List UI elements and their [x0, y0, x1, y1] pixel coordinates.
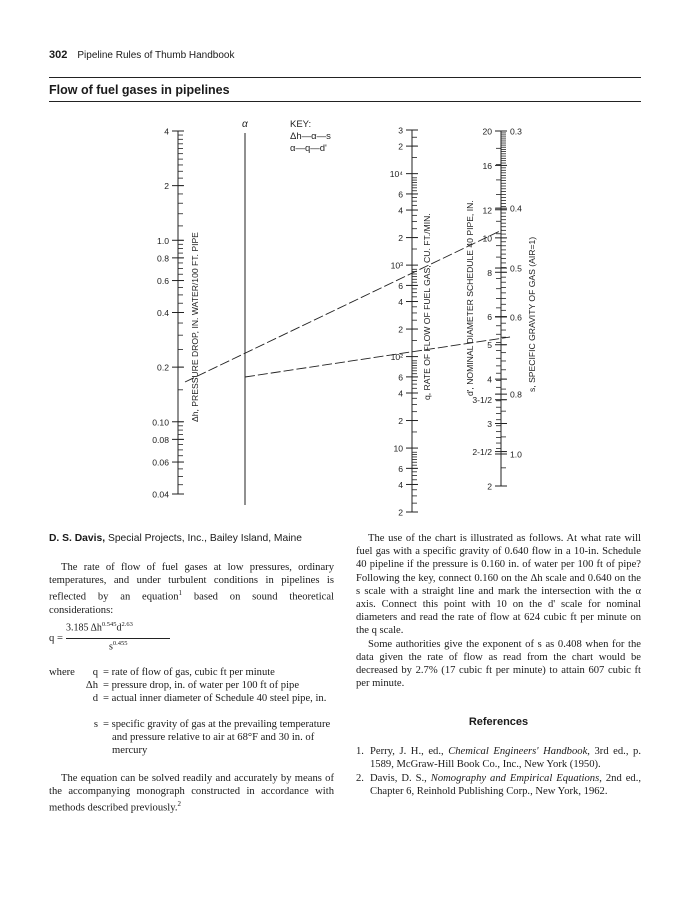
q-axis-tick-label: 10⁴	[389, 169, 403, 180]
d-axis-tick-label: 3	[487, 418, 492, 429]
eq-equals: =	[57, 633, 63, 644]
d-axis-tick-label: 4	[487, 374, 492, 385]
author-name: D. S. Davis,	[49, 533, 106, 544]
dh-axis-tick-label: 0.4	[157, 308, 169, 318]
eq-lhs: q	[49, 633, 55, 644]
q-axis-tick-label: 4	[398, 479, 403, 490]
s-axis-tick-label: 0.4	[510, 203, 522, 214]
ref-marker-2: 2	[177, 800, 181, 809]
page-number: 302	[49, 49, 68, 61]
where-definition: = pressure drop, in. of water per 100 ft of pipe	[103, 680, 300, 691]
d-axis-tick-label: 3-1/2	[472, 395, 492, 406]
where-symbol: Δh	[85, 680, 98, 691]
key-line-2: α—q—d'	[290, 143, 327, 154]
alpha-axis-label: α	[242, 119, 248, 130]
d-axis-tick-label: 12	[482, 205, 492, 216]
q-axis-tick-label: 3	[398, 125, 403, 136]
exponent-paragraph: Some authorities give the exponent of s as 0.408 when for the data given the rate of flow as read from the chart would be decreased by 2.7% (17 cubic ft per minute) to attain 607 cubic ft per minute.	[356, 638, 641, 690]
where-definition: = actual inner diameter of Schedule 40 steel pipe, in.	[103, 693, 327, 704]
q-axis-tick-label: 6	[398, 280, 403, 291]
d-axis	[472, 127, 507, 492]
s-axis-tick-label: 0.6	[510, 312, 522, 323]
d-axis-tick-label: 10	[482, 233, 492, 244]
q-axis-tick-label: 2	[398, 507, 403, 518]
dh-axis-tick-label: 0.08	[152, 434, 169, 445]
dh-axis-tick-label: 0.06	[152, 457, 169, 468]
dh-axis-tick-label: 0.2	[157, 362, 169, 373]
s-axis-tick-label: 0.5	[510, 263, 522, 274]
book-title: Pipeline Rules of Thumb Handbook	[77, 50, 235, 61]
ref-marker-1: 1	[178, 589, 183, 598]
d-axis-tick-label: 2	[487, 481, 492, 492]
q-axis-tick-label: 10	[393, 443, 403, 454]
dh-axis-tick-label: 4	[164, 126, 169, 137]
dh-axis-tick-label: 1.0	[157, 235, 169, 246]
where-definition: = specific gravity of gas at the prevailing temperature and pressure relative to air at 68°F and 30 in. of mercury	[103, 719, 331, 757]
q-axis-tick-label: 4	[398, 205, 403, 216]
where-definition: = rate of flow of gas, cubic ft per minute	[103, 667, 275, 678]
q-axis-tick-label: 6	[398, 189, 403, 200]
dh-axis-tick-label: 0.6	[157, 276, 169, 287]
right-column	[356, 532, 641, 690]
author-line	[49, 532, 339, 545]
example-paragraph: The use of the chart is illustrated as follows. At what rate will fuel gas with a specific gravity of 0.640 flow in a 10-in. Schedule 40 pipeline if the pressure is 0.160 in. of water per 100 ft of pipe? Following the key, connect 0.160 on the Δh scale and 0.640 on the s scale with a straight line and mark the intersection with the α axis. Connect this point with 10 on the d' scale for nominal diameters and read the rate of flow at 624 cubic ft per minute on the q scale.	[356, 533, 641, 637]
q-axis-tick-label: 4	[398, 297, 403, 308]
q-axis-tick-label: 2	[398, 324, 403, 335]
d-axis-tick-label: 20	[482, 126, 492, 137]
where-label: where	[49, 667, 75, 678]
key-line-1: Δh—α—s	[290, 131, 331, 142]
dh-axis-tick-label: 0.04	[152, 489, 169, 500]
where-symbol: q	[92, 667, 98, 678]
d-axis-tick-label: 5	[487, 340, 492, 351]
s-axis-tick-label: 0.3	[510, 126, 522, 137]
q-axis-tick-label: 2	[398, 141, 403, 152]
where-symbol: s	[93, 719, 98, 730]
dh-axis-tick-label: 2	[164, 181, 169, 192]
closing-paragraph: The equation can be solved readily and accurately by means of the accompanying monograph constructed in accordance with methods described previously.$^2$	[49, 773, 334, 814]
q-axis-label: q, RATE OF FLOW OF FUEL GAS, CU. FT./MIN.	[422, 213, 432, 400]
dh-axis-tick-label: 0.8	[157, 253, 169, 264]
q-axis-tick-label: 10²	[390, 352, 403, 363]
reference-2: 2. Davis, D. S., Nomography and Empirical Equations, 2nd ed., Chapter 6, Reinhold Publishing Corp., New York, 1962.	[356, 773, 642, 798]
s-axis-tick-label: 0.8	[510, 389, 522, 400]
s-axis	[495, 127, 522, 460]
q-axis-tick-label: 6	[398, 463, 403, 474]
eq-denominator: $s^{0.455}$	[109, 640, 128, 653]
q-axis-tick-label: 10³	[390, 260, 403, 271]
d-axis-tick-label: 6	[487, 312, 492, 323]
dh-axis-tick-label: 0.10	[152, 417, 169, 428]
q-axis-tick-label: 2	[398, 233, 403, 244]
s-axis-tick-label: 1.0	[510, 449, 522, 460]
d-axis-tick-label: 16	[482, 160, 492, 171]
example-line-dh-s	[185, 230, 502, 382]
author-affiliation: Special Projects, Inc., Bailey Island, Maine	[105, 533, 302, 544]
intro-paragraph: The rate of flow of fuel gases at low pressures, ordinary temperatures, and under turbulent conditions in pipelines is reflected by an equation$^1$ based on sound theoretical considerations:	[49, 562, 334, 617]
q-axis-tick-label: 6	[398, 372, 403, 383]
q-axis-tick-label: 2	[398, 416, 403, 427]
dh-axis-label: Δh, PRESSURE DROP, IN. WATER/100 FT. PIPE	[190, 232, 200, 422]
key-title: KEY:	[290, 119, 312, 130]
s-axis-label: s, SPECIFIC GRAVITY OF GAS (AIR=1)	[527, 236, 537, 392]
q-axis	[390, 126, 418, 518]
eq-numerator: 3.185 $\Delta h^{0.545}d^{2.63}$	[66, 621, 133, 634]
d-axis-tick-label: 2-1/2	[472, 447, 492, 458]
d-axis-tick-label: 8	[487, 267, 492, 278]
dh-axis	[152, 127, 184, 500]
flow-equation	[49, 620, 339, 660]
eq-fraction-bar	[66, 638, 170, 639]
reference-1: 1. Perry, J. H., ed., Chemical Engineers' Handbook, 3rd ed., p. 1589, McGraw-Hill Book Co., Inc., New York (1950).	[356, 746, 641, 771]
q-axis-tick-label: 4	[398, 388, 403, 399]
references-heading: References	[468, 716, 529, 728]
d-axis-label: d', NOMINAL DIAMETER SCHEDULE 40 PIPE, IN.	[465, 200, 475, 396]
section-title: Flow of fuel gases in pipelines	[49, 83, 230, 97]
where-symbol: d	[92, 693, 98, 704]
